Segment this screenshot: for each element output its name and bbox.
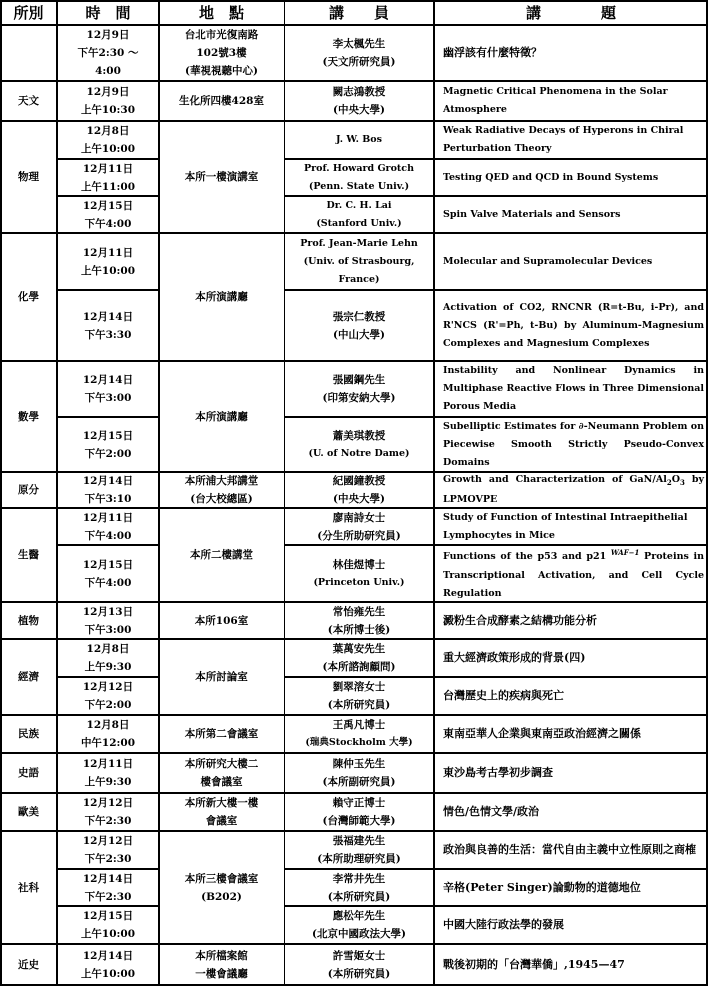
topic-cell <box>434 715 708 753</box>
topic-cell <box>434 417 708 472</box>
topic-cell <box>434 831 708 869</box>
speaker-cell <box>284 159 434 196</box>
speaker-affiliation: (瑞典Stockholm 大學) <box>305 737 413 748</box>
topic-part: O <box>671 473 680 485</box>
place-cell <box>159 233 284 361</box>
sub-row-divider <box>284 868 708 870</box>
topic-part: by LPMOVPE <box>443 473 704 506</box>
dept-cell <box>0 602 57 639</box>
topic-cell <box>434 121 708 159</box>
place-line: 本所一樓演講室 <box>184 171 259 183</box>
topic-cell <box>434 472 708 508</box>
time: 上午10:00 <box>80 928 136 940</box>
place-cell <box>159 753 284 793</box>
topic-cell <box>434 290 708 361</box>
date: 12月9日 <box>86 86 130 98</box>
date: 12月15日 <box>82 199 134 212</box>
topic-text: 重大經濟政策形成的背景(四) <box>443 651 586 664</box>
sub-row-divider <box>284 905 708 907</box>
topic-text <box>443 472 704 508</box>
speaker-name: 王禹凡博士 <box>332 719 386 731</box>
topic-cell <box>434 508 708 545</box>
time-cell <box>57 196 159 233</box>
time: 上午10:00 <box>80 264 136 277</box>
topic-cell <box>434 906 708 944</box>
place-line: (B202) <box>201 890 242 903</box>
speaker-name: 李常井先生 <box>332 872 386 885</box>
speaker-affiliation: (本所助理研究員) <box>317 853 401 865</box>
place-cell <box>159 121 284 233</box>
topic-text: Study of Function of Intestinal Intraepithelial Lymphocytes in Mice <box>443 511 688 541</box>
row-divider <box>0 471 708 473</box>
topic-text: 情色/色情文學/政治 <box>443 805 540 818</box>
topic-text: Magnetic Critical Phenomena in the Solar Atmosphere <box>443 86 668 115</box>
topic-cell <box>434 159 708 196</box>
sub-row-divider <box>57 416 159 418</box>
time-cell <box>57 233 159 290</box>
date: 12月12日 <box>82 681 134 693</box>
time-cell <box>57 159 159 196</box>
place-line: 本所演講廳 <box>195 410 248 423</box>
sub-row-divider <box>57 195 159 197</box>
speaker-name: 張宗仁教授 <box>332 310 386 323</box>
place-cell <box>159 639 284 715</box>
date: 12月11日 <box>82 246 134 259</box>
time: 下午2:00 <box>84 447 132 460</box>
place-line: 生化所四樓428室 <box>179 95 264 107</box>
speaker-name: J. W. Bos <box>336 134 382 145</box>
time-cell <box>57 508 159 545</box>
time-cell <box>57 472 159 508</box>
place-line: 本所研究大樓二 <box>184 758 259 770</box>
dept-name: 民族 <box>18 728 39 740</box>
speaker-name: 紀國鐘教授 <box>332 475 386 487</box>
speaker-cell <box>284 869 434 906</box>
place-line: 本所106室 <box>194 614 249 627</box>
speaker-cell <box>284 677 434 715</box>
topic-text: 政治與良善的生活：當代自由主義中立性原則之商榷 <box>443 843 696 856</box>
dept-cell <box>0 753 57 793</box>
dept-name: 原分 <box>18 484 39 496</box>
date: 12月9日 <box>86 29 130 41</box>
speaker-cell <box>284 831 434 869</box>
speaker-affiliation: (U. of Notre Dame) <box>308 447 410 459</box>
dept-name: 近史 <box>18 959 39 971</box>
speaker-cell <box>284 121 434 159</box>
speaker-affiliation: (Princeton Univ.) <box>313 576 405 588</box>
dept-cell <box>0 715 57 753</box>
time: 中午12:00 <box>80 737 136 749</box>
sub-row-divider <box>57 158 159 160</box>
place-line: 本所二樓講堂 <box>190 549 253 561</box>
time: 下午4:00 <box>84 576 132 589</box>
topic-text: 東南亞華人企業與東南亞政治經濟之關係 <box>443 727 641 740</box>
speaker-affiliation: (本所諮詢顧問) <box>322 661 396 673</box>
topic-cell <box>434 639 708 677</box>
topic-text: 東沙島考古學初步調查 <box>443 766 553 779</box>
topic-text: Instability and Nonlinear Dynamics in Multiphase Reactive Flows in Three Dimensional Porous Media <box>443 365 704 412</box>
row-divider <box>0 830 708 832</box>
topic-cell <box>434 869 708 906</box>
topic-cell <box>434 196 708 233</box>
speaker-cell <box>284 793 434 831</box>
column-divider <box>56 0 58 986</box>
topic-part: Growth and Characterization of GaN/Al <box>443 473 667 485</box>
speaker-cell <box>284 472 434 508</box>
time: 下午2:30 ～ <box>77 47 139 59</box>
topic-cell <box>434 602 708 639</box>
dept-cell <box>0 361 57 472</box>
place-line: (華視視聽中心) <box>185 65 258 77</box>
speaker-affiliation: (分生所助研究員) <box>317 529 401 542</box>
speaker-cell <box>284 417 434 472</box>
speaker-name: 李太楓先生 <box>332 38 386 50</box>
time: 下午4:00 <box>84 217 132 230</box>
place-cell <box>159 793 284 831</box>
speaker-affiliation: (中央大學) <box>333 493 385 505</box>
dept-cell <box>0 81 57 121</box>
date: 12月14日 <box>82 872 134 885</box>
table-border-left <box>0 0 2 986</box>
dept-cell <box>0 472 57 508</box>
dept-cell <box>0 508 57 602</box>
row-divider <box>0 638 708 640</box>
time: 下午2:30 <box>84 853 132 865</box>
dept-cell <box>0 793 57 831</box>
time-cell <box>57 290 159 361</box>
time: 下午3:00 <box>84 623 132 636</box>
speaker-name: 林佳煜博士 <box>332 558 386 571</box>
place-cell <box>159 361 284 472</box>
time: 下午3:30 <box>84 328 132 341</box>
speaker-cell <box>284 508 434 545</box>
speaker-name: 許雪姬女士 <box>332 950 386 962</box>
time-cell <box>57 121 159 159</box>
time-cell <box>57 753 159 793</box>
date: 12月15日 <box>82 429 134 442</box>
speaker-affiliation: (台灣師範大學) <box>322 815 396 827</box>
time-cell <box>57 602 159 639</box>
date: 12月13日 <box>82 605 134 618</box>
dept-cell <box>0 944 57 986</box>
speaker-affiliation: (北京中國政法大學) <box>312 928 406 940</box>
date: 12月14日 <box>82 374 134 386</box>
date: 12月8日 <box>86 125 130 137</box>
speaker-affiliation: (本所研究員) <box>327 699 391 711</box>
speaker-cell <box>284 81 434 121</box>
dept-cell <box>0 831 57 944</box>
topic-text: 澱粉生合成酵素之結構功能分析 <box>443 613 597 627</box>
time-cell <box>57 831 159 869</box>
speaker-cell <box>284 290 434 361</box>
sub-row-divider <box>284 158 708 160</box>
topic-text: 台灣歷史上的疾病與死亡 <box>443 689 564 702</box>
time-cell <box>57 25 159 81</box>
sub-row-divider <box>57 289 159 291</box>
time: 上午9:30 <box>84 776 132 788</box>
place-line: 會議室 <box>205 815 238 827</box>
speaker-name: 常怡雍先生 <box>332 605 386 618</box>
speaker-cell <box>284 196 434 233</box>
time: 上午9:30 <box>84 661 132 673</box>
dept-name: 經濟 <box>18 671 39 683</box>
header-dept: 所別 <box>13 3 44 22</box>
row-divider <box>0 120 708 122</box>
speaker-affiliation: (本所副研究員) <box>322 776 396 788</box>
speaker-name: 廖南詩女士 <box>332 511 386 524</box>
time-cell <box>57 944 159 986</box>
speaker-cell <box>284 906 434 944</box>
topic-cell <box>434 944 708 986</box>
place-line: 本所討論室 <box>195 671 248 683</box>
place-cell <box>159 472 284 508</box>
speaker-affiliation: (Penn. State Univ.) <box>308 180 410 192</box>
dept-name: 物理 <box>18 171 39 183</box>
speaker-name: 劉翠溶女士 <box>332 681 386 693</box>
place-line: 樓會議室 <box>200 776 243 788</box>
place-cell <box>159 715 284 753</box>
speaker-cell <box>284 639 434 677</box>
dept-name: 天文 <box>18 95 39 107</box>
date: 12月12日 <box>82 797 134 809</box>
header-place: 地 點 <box>198 3 244 22</box>
superscript: WAF−1 <box>610 548 640 558</box>
time: 上午10:30 <box>80 104 136 116</box>
place-line: 本所演講廳 <box>195 291 248 303</box>
time: 下午3:00 <box>84 392 132 404</box>
date: 12月11日 <box>82 511 134 524</box>
row-divider <box>0 24 708 26</box>
date: 12月11日 <box>82 162 134 175</box>
place-line: 本所檔案館 <box>195 950 248 962</box>
header-speaker: 講 員 <box>328 3 389 22</box>
topic-part: Proteins in Transcriptional Activation, and Cell Cycle Regulation <box>443 551 704 599</box>
speaker-cell <box>284 233 434 290</box>
sub-row-divider <box>57 676 159 678</box>
date: 12月14日 <box>82 475 134 487</box>
speaker-name: Prof. Jean-Marie Lehn <box>300 237 418 249</box>
place-cell <box>159 25 284 81</box>
place-line: 本所三樓會議室 <box>184 872 259 885</box>
sub-row-divider <box>284 676 708 678</box>
dept-cell <box>0 639 57 715</box>
date: 12月8日 <box>86 719 130 731</box>
time-cell <box>57 545 159 602</box>
speaker-name: 葉萬安先生 <box>332 643 386 655</box>
dept-name: 數學 <box>18 410 39 423</box>
dept-cell <box>0 233 57 361</box>
place-line: 本所新大樓一樓 <box>184 797 259 809</box>
time: 上午10:00 <box>80 143 136 155</box>
time-cell <box>57 639 159 677</box>
topic-cell <box>434 233 708 290</box>
topic-text: Spin Valve Materials and Sensors <box>443 208 621 220</box>
speaker-name: 蕭美琪教授 <box>332 429 386 442</box>
sub-row-divider <box>284 416 708 418</box>
sub-row-divider <box>57 544 159 546</box>
row-divider <box>0 943 708 945</box>
place-cell <box>159 944 284 986</box>
dept-name: 歐美 <box>18 806 39 818</box>
speaker-cell <box>284 361 434 417</box>
sub-row-divider <box>284 195 708 197</box>
speaker-affiliation: (Stanford Univ.) <box>316 217 402 229</box>
header-time: 時 間 <box>85 3 131 22</box>
speaker-affiliation: France) <box>338 273 380 285</box>
sub-row-divider <box>284 289 708 291</box>
topic-cell <box>434 25 708 81</box>
time: 上午10:00 <box>80 968 136 980</box>
sub-row-divider <box>57 905 159 907</box>
topic-text: Activation of CO2, RNCNR (R=t-Bu, i-Pr), and R'NCS (R'=Ph, t-Bu) by Aluminum-Magnesium Complexes and Magnesium Complexes <box>443 301 704 349</box>
date: 12月14日 <box>82 310 134 323</box>
speaker-cell <box>284 25 434 81</box>
place-cell <box>159 602 284 639</box>
time-end: 4:00 <box>95 65 121 77</box>
date: 12月15日 <box>82 910 134 922</box>
column-divider <box>433 0 435 986</box>
topic-cell <box>434 753 708 793</box>
row-divider <box>0 601 708 603</box>
time-cell <box>57 417 159 472</box>
row-divider <box>0 507 708 509</box>
topic-text: Subelliptic Estimates for ∂-Neumann Problem on Piecewise Smooth Strictly Pseudo-Convex Domains <box>443 420 704 468</box>
speaker-affiliation: (天文所研究員) <box>322 56 396 68</box>
row-divider <box>0 752 708 754</box>
dept-cell <box>0 121 57 233</box>
header-topic: 講 題 <box>525 3 616 22</box>
topic-text: 戰後初期的「台灣華僑」,1945—47 <box>443 958 625 971</box>
speaker-affiliation: (本所研究員) <box>327 890 391 903</box>
time-cell <box>57 869 159 906</box>
time: 下午2:00 <box>84 699 132 711</box>
place-cell <box>159 831 284 944</box>
place-line: (台大校總區) <box>190 493 253 505</box>
subscript: 2 <box>666 477 672 487</box>
row-divider <box>0 80 708 82</box>
speaker-affiliation: (中山大學) <box>333 328 385 341</box>
speaker-affiliation: (本所研究員) <box>327 968 391 980</box>
topic-cell <box>434 677 708 715</box>
place-line: 102號3樓 <box>196 47 247 59</box>
topic-text: Testing QED and QCD in Bound Systems <box>443 171 659 183</box>
date: 12月15日 <box>82 558 134 571</box>
speaker-cell <box>284 753 434 793</box>
speaker-name: 陳仲玉先生 <box>332 758 386 770</box>
time-cell <box>57 906 159 944</box>
topic-cell <box>434 81 708 121</box>
speaker-cell <box>284 715 434 753</box>
date: 12月12日 <box>82 835 134 847</box>
dept-name: 植物 <box>18 614 39 627</box>
speaker-name: 闕志鴻教授 <box>332 86 386 98</box>
row-divider <box>0 714 708 716</box>
topic-text: 辛格(Peter Singer)論動物的道德地位 <box>443 880 641 894</box>
sub-row-divider <box>57 868 159 870</box>
place-line: 本所第二會議室 <box>184 728 259 740</box>
topic-text <box>443 545 704 602</box>
date: 12月8日 <box>86 643 130 655</box>
subscript: 3 <box>679 477 685 487</box>
time-cell <box>57 81 159 121</box>
sub-row-divider <box>284 544 708 546</box>
time: 下午2:30 <box>84 815 132 827</box>
dept-name: 化學 <box>18 291 39 303</box>
speaker-cell <box>284 602 434 639</box>
row-divider <box>0 232 708 234</box>
date: 12月11日 <box>82 758 134 770</box>
column-divider <box>158 0 160 986</box>
time-cell <box>57 715 159 753</box>
place-line: 本所浦大邦講堂 <box>184 475 259 487</box>
speaker-name: 賴守正博士 <box>332 797 386 809</box>
time: 上午11:00 <box>80 180 136 193</box>
speaker-affiliation: (中央大學) <box>333 104 385 116</box>
speaker-name: 張國鋼先生 <box>332 374 386 386</box>
place-cell <box>159 508 284 602</box>
topic-cell <box>434 361 708 417</box>
place-cell <box>159 81 284 121</box>
time-cell <box>57 677 159 715</box>
topic-cell <box>434 545 708 602</box>
speaker-name: Prof. Howard Grotch <box>304 162 414 174</box>
time: 下午3:10 <box>84 493 132 505</box>
topic-text: 幽浮該有什麼特徵？ <box>443 46 542 59</box>
row-divider <box>0 360 708 362</box>
speaker-affiliation: (本所博士後) <box>327 623 391 636</box>
dept-name: 生醫 <box>18 549 39 561</box>
time-cell <box>57 793 159 831</box>
dept-name: 社科 <box>18 881 39 894</box>
topic-text: 中國大陸行政法學的發展 <box>443 918 564 931</box>
topic-part: Functions of the p53 and p21 <box>443 551 611 563</box>
topic-text: Molecular and Supramolecular Devices <box>443 255 653 267</box>
table-border-top <box>0 0 708 2</box>
time: 下午4:00 <box>84 529 132 542</box>
time: 下午2:30 <box>84 890 132 903</box>
speaker-cell <box>284 944 434 986</box>
speaker-name: 張福建先生 <box>332 835 386 847</box>
row-divider <box>0 792 708 794</box>
speaker-name: 應松年先生 <box>332 910 386 922</box>
dept-name: 史語 <box>18 767 39 779</box>
place-line: 一樓會議廳 <box>195 968 248 980</box>
time-cell <box>57 361 159 417</box>
topic-cell <box>434 793 708 831</box>
speaker-cell <box>284 545 434 602</box>
speaker-affiliation: (印第安納大學) <box>322 392 396 404</box>
topic-text: Weak Radiative Decays of Hyperons in Chiral Perturbation Theory <box>443 125 684 154</box>
place-line: 台北市光復南路 <box>184 29 259 41</box>
column-divider <box>284 0 285 986</box>
speaker-name: Dr. C. H. Lai <box>326 199 392 211</box>
date: 12月14日 <box>82 950 134 962</box>
speaker-affiliation: (Univ. of Strasbourg, <box>303 255 415 267</box>
